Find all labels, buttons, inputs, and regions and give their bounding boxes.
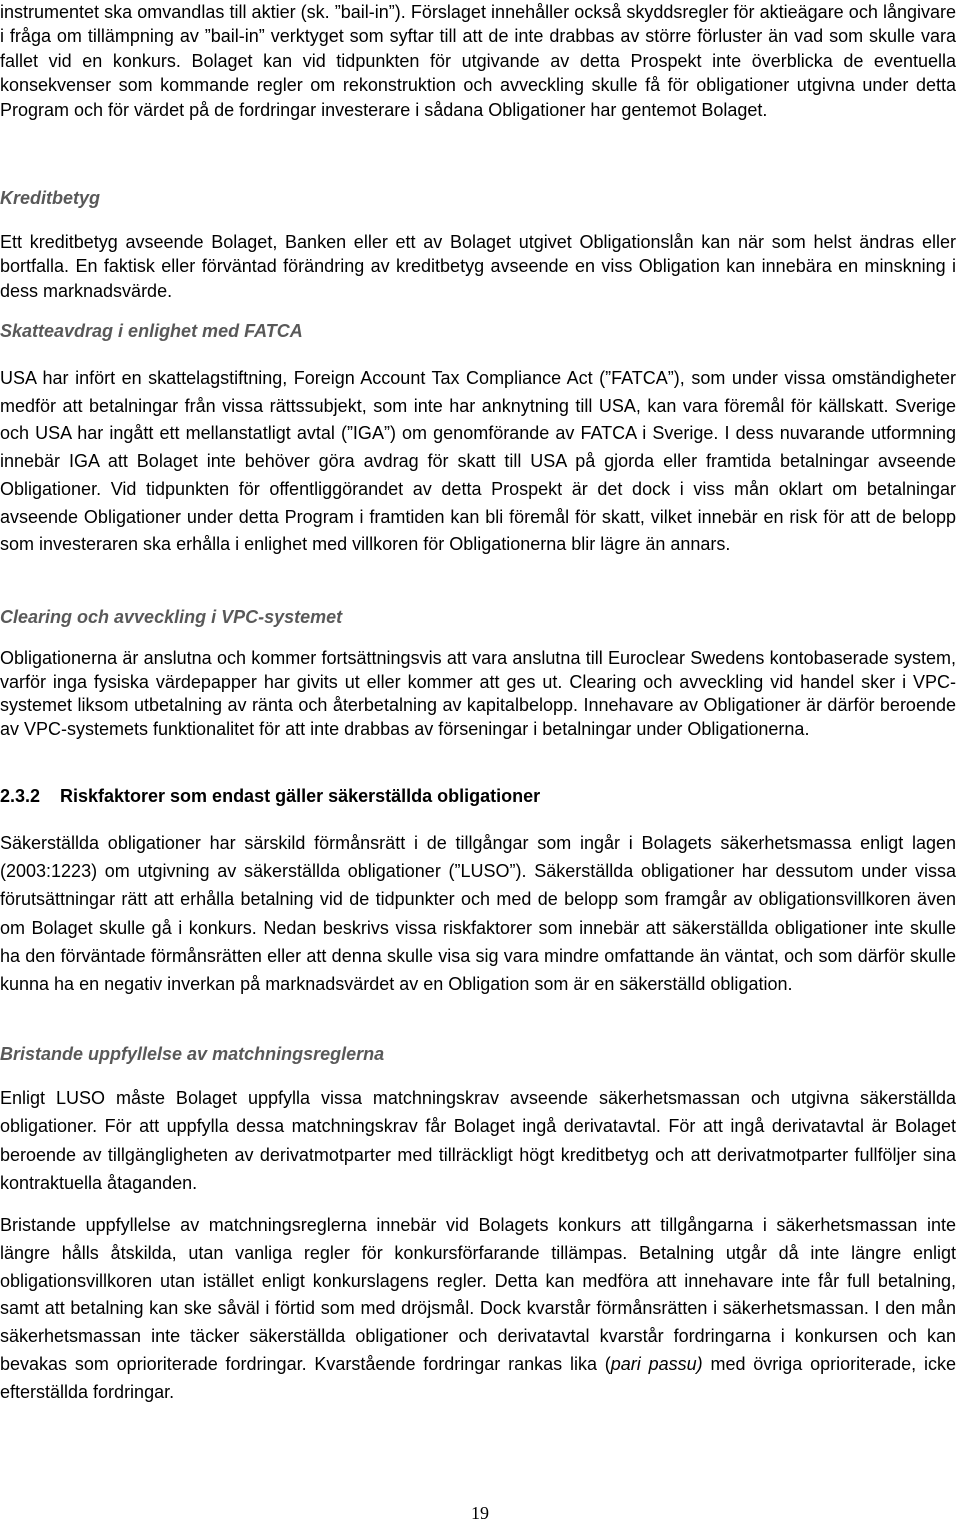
section-heading-2-3-2 <box>0 785 540 807</box>
paragraph-kreditbetyg: Ett kreditbetyg avseende Bolaget, Banken eller ett av Bolaget utgivet Obligationslån kan när som helst ändras eller bortfalla. En faktisk eller förväntad förändring av kreditbetyg avseende en viss Obligation kan innebära en minskning i dess marknadsvärde. <box>0 232 956 301</box>
paragraph-bristande-part-2: med övriga oprioriterade, icke efterställda fordringar. <box>0 1353 956 1402</box>
pari-passu-term: pari passu) <box>610 1353 703 1374</box>
paragraph-fatca: USA har infört en skattelagstiftning, Foreign Account Tax Compliance Act (”FATCA”), som under vissa omständigheter medför att betalningar från vissa rättssubjekt, som inte har anknytning till USA, kan vara föremål för källskatt. Sverige och USA har ingått ett mellanstatligt avtal (”IGA”) om genomförande av FATCA i Sverige. I dess nuvarande utformning innebär IGA att Bolaget inte behöver göra avdrag för skatt till USA på gjorda eller framtida betalningar avseende Obligationer. Vid tidpunkten för offentliggörandet av detta Prospekt är det dock i viss mån oklart om betalningar avseende Obligationer under detta Program i framtiden kan bli föremål för skatt, vilket innebär en risk för att de belopp som investeraren ska erhålla i enlighet med villkoren för Obligationerna blir lägre än annars. <box>0 368 956 555</box>
paragraph-clearing: Obligationerna är anslutna och kommer fortsättningsvis att vara anslutna till Euroclear Swedens kontobaserade system, varför inga fysiska värdepapper har givits ut eller kommer att ges ut. Clearing och avveckling vid handel sker i VPC-systemet liksom utbetalning av ränta och återbetalning av kapitalbelopp. Innehavare av Obligationer är därför beroende av VPC-systemets funktionalitet för att inte drabbas av förseningar i betalningar under Obligationerna. <box>0 648 956 739</box>
section-number: 2.3.2 <box>0 786 41 806</box>
page-number: 19 <box>471 1503 489 1523</box>
heading-matchning: Bristande uppfyllelse av matchningsreglerna <box>0 1044 385 1064</box>
paragraph-bail-in: instrumentet ska omvandlas till aktier (sk. ”bail-in”). Förslaget innehåller också skyddsregler för aktieägare och långivare i fråga om tillämpning av ”bail-in” verktyget som syftar till att de inte drabbas av större förluster än vad som skulle vara fallet vid en konkurs. Bolaget kan vid tidpunkten för utgivande av detta Prospekt inte överblicka de eventuella konsekvenser som kommande regler om rekonstruktion och avveckling skulle få för obligationer utgivna under detta Program och för värdet på de fordringar investerare i sådana Obligationer har gentemot Bolaget. <box>0 2 956 120</box>
paragraph-bristande-part-1: Bristande uppfyllelse av matchningsreglerna innebär vid Bolagets konkurs att tillgångarna i säkerhetsmassan inte längre hålls åtskilda, utan vanliga regler för konkursförfarande tillämpas. Betalning utgår då inte längre enligt obligationsvillkoren utan istället enligt konkurslagens regler. Detta kan medföra att innehavare inte får full betalning, samt att betalning kan ske såväl i förtid som med dröjsmål. Dock kvarstår förmånsrätten i säkerhetsmassan. I den mån säkerhetsmassan inte täcker säkerställda obligationer och derivatavtal kvarstår fordringarna i konkursen och kan bevakas som oprioriterade fordringar. Kvarstående fordringar rankas lika ( <box>0 1215 956 1374</box>
heading-fatca: Skatteavdrag i enlighet med FATCA <box>0 321 303 341</box>
section-title: Riskfaktorer som endast gäller säkerställda obligationer <box>60 786 541 806</box>
heading-kreditbetyg: Kreditbetyg <box>0 188 101 208</box>
paragraph-sakerstallda: Säkerställda obligationer har särskild förmånsrätt i de tillgångar som ingår i Bolagets säkerhetsmassa enligt lagen (2003:1223) om utgivning av säkerställda obligationer (”LUSO”). Säkerställda obligationer har dessutom under vissa förutsättningar rätt att erhålla betalning vid de tidpunkter och med de belopp som framgår av obligationsvillkoren även om Bolaget skulle gå i konkurs. Nedan beskrivs vissa riskfaktorer som innebär att säkerställda obligationer inte skulle ha den förväntade förmånsrätten eller att denna skulle visa sig vara mindre omfattande än väntat, och som därför skulle kunna ha en negativ inverkan på marknadsvärdet av en Obligation som är en säkerställd obligation. <box>0 833 956 995</box>
heading-clearing: Clearing och avveckling i VPC-systemet <box>0 607 343 627</box>
paragraph-matchningskrav: Enligt LUSO måste Bolaget uppfylla vissa matchningskrav avseende säkerhetsmassan och utgivna säkerställda obligationer. För att uppfylla dessa matchningskrav får Bolaget ingå derivatavtal. För att ingå derivatavtal är Bolaget beroende av tillgängligheten av derivatmotparter med tillräckligt högt kreditbetyg och att derivatmotparter fullföljer sina kontraktuella åtaganden. <box>0 1088 956 1194</box>
paragraph-bristande <box>0 1212 956 1407</box>
